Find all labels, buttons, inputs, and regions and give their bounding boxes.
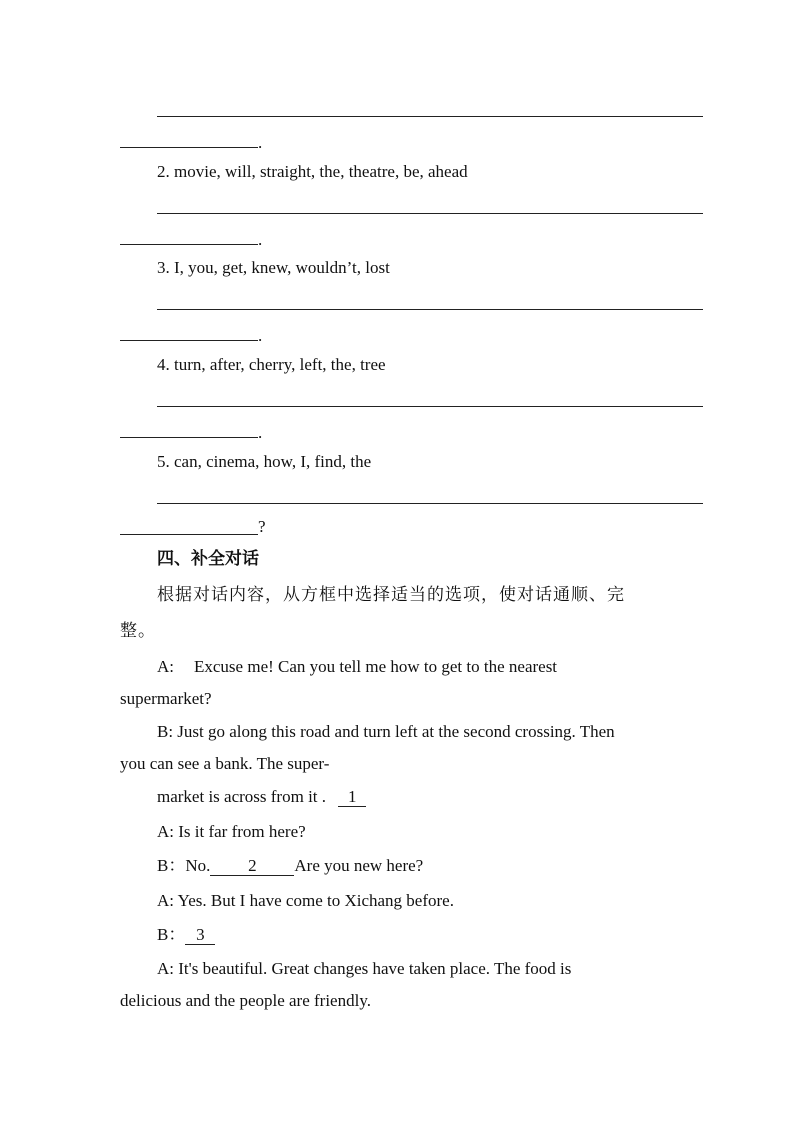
dialogue-text: Are you new here?: [294, 856, 424, 875]
answer-blank-1[interactable]: 1: [338, 788, 366, 807]
answer-line: [120, 340, 258, 341]
question-3-prompt: 3. I, you, get, knew, wouldn’t, lost: [157, 258, 390, 277]
dialogue-line: [157, 656, 557, 678]
answer-end-mark: .: [258, 423, 263, 442]
answer-line: [157, 406, 703, 407]
dialogue-text: B：No.: [157, 856, 211, 875]
question-5-prompt: 5. can, cinema, how, I, find, the: [157, 452, 372, 471]
speaker-label: A:: [157, 657, 174, 676]
section-instruction-cont: 整。: [120, 621, 156, 641]
dialogue-line: A: Is it far from here?: [157, 822, 306, 841]
answer-line: [157, 213, 703, 214]
dialogue-line-cont: you can see a bank. The super-: [120, 754, 330, 773]
question-4-prompt: 4. turn, after, cherry, left, the, tree: [157, 355, 386, 374]
section-instruction: 根据对话内容，从方框中选择适当的选项，使对话通顺、完: [157, 585, 625, 605]
dialogue-line: [157, 924, 215, 946]
question-2-prompt: 2. movie, will, straight, the, theatre, be, ahead: [157, 162, 468, 181]
dialogue-line: A: Yes. But I have come to Xichang before.: [157, 891, 454, 910]
answer-line: [157, 309, 703, 310]
dialogue-text: Excuse me! Can you tell me how to get to the nearest: [194, 657, 558, 676]
dialogue-line: [157, 855, 423, 877]
answer-line: [120, 437, 258, 438]
answer-blank-3[interactable]: 3: [185, 926, 215, 945]
answer-end-mark: .: [258, 133, 263, 152]
dialogue-text: B：: [157, 925, 186, 944]
dialogue-line-cont: delicious and the people are friendly.: [120, 991, 371, 1010]
dialogue-line: [157, 786, 366, 808]
dialogue-text: market is across from it .: [157, 787, 327, 806]
answer-end-mark: .: [258, 326, 263, 345]
answer-line: [120, 244, 258, 245]
answer-line: [120, 147, 258, 148]
answer-blank-2[interactable]: 2: [210, 857, 294, 876]
answer-line: [120, 534, 258, 535]
answer-line: [157, 116, 703, 117]
section-heading: 四、补全对话: [157, 549, 259, 569]
answer-line: [157, 503, 703, 504]
answer-end-mark: ?: [258, 517, 266, 536]
dialogue-line: A: It's beautiful. Great changes have taken place. The food is: [157, 959, 572, 978]
answer-end-mark: .: [258, 230, 263, 249]
dialogue-line: B: Just go along this road and turn left at the second crossing. Then: [157, 722, 615, 741]
dialogue-line-cont: supermarket?: [120, 689, 212, 708]
